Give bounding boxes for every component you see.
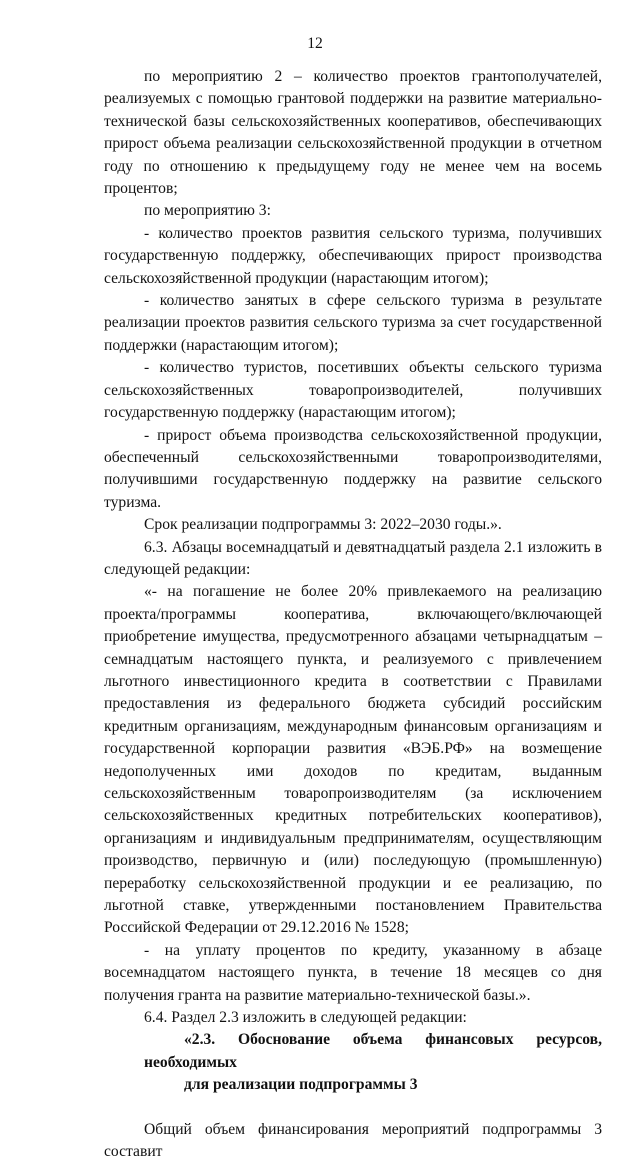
paragraph-tourism-projects: - количество проектов развития сельского туризма, получивших государственную поддержку, обеспечивающих прирост производства сельскохозяйственной продукции (нарастающим итогом); <box>104 224 602 287</box>
paragraph-interest-payment: - на уплату процентов по кредиту, указанному в абзаце восемнадцатом настоящего пункта, в течение 18 месяцев со дня получения гранта на развитие материально-технической базы.». <box>104 941 602 1004</box>
paragraph-implementation-period: Срок реализации подпрограммы 3: 2022–2030 годы.». <box>144 516 502 534</box>
paragraph-tourism-employment: - количество занятых в сфере сельского туризма в результате реализации проектов развития сельского туризма за счет государственной поддержки (нарастающим итогом); <box>104 292 602 354</box>
spacer <box>104 1097 602 1119</box>
paragraph-total-funding: Общий объем финансирования мероприятий подпрограммы 3 составит <box>104 1120 602 1161</box>
page-number: 12 <box>307 35 323 52</box>
paragraph-loan-repayment: «- на погашение не более 20% привлекаемого на реализацию проекта/программы кооператива, включающего/включающей приобретение имущества, предусмотренного абзацами четырнадцатым – семнадцатым настоящего пункта, и реализуемого с привлечением льготного инвестиционного кредита в соответствии с Правилами предоставления из федерального бюджета субсидий российским кредитным организациям, международным финансовым организациям и государственной корпорации развития «ВЭБ.РФ» на возмещение недополученных ими доходов по кредитам, выданным сельскохозяйственным товаропроизводителям (за исключением сельскохозяйственных кредитных потребительских кооперативов), организациям и индивидуальным предпринимателям, осуществляющим производство, первичную и (или) последующую (промышленную) переработку сельскохозяйственной продукции и ее реализацию, по льготной ставке, утвержденными постановлением Правительства Российской Федерации от 29.12.2016 № 1528; <box>104 583 602 937</box>
paragraph-measure-2: по мероприятию 2 – количество проектов грантополучателей, реализуемых с помощью грантовой поддержки на развитие материально-технической базы сельскохозяйственных кооперативов, обеспечивающих прирост объема реализации сельскохозяйственной продукции в отчетном году по отношению к предыдущему году не менее чем на восемь процентов; <box>104 68 602 198</box>
paragraph-amendment-6-4: 6.4. Раздел 2.3 изложить в следующей редакции: <box>144 1009 467 1027</box>
paragraph-production-growth: - прирост объема производства сельскохозяйственной продукции, обеспеченный сельскохозяйственными товаропроизводителями, получившими государственную поддержку на развитие сельского туризма. <box>104 426 602 511</box>
section-heading-line-2: для реализации подпрограммы 3 <box>184 1076 418 1094</box>
paragraph-measure-3-intro: по мероприятию 3: <box>144 202 271 220</box>
paragraph-tourists-count: - количество туристов, посетивших объекты сельского туризма сельскохозяйственных товаропроизводителей, получивших государственную поддержку (нарастающим итогом); <box>104 359 602 422</box>
paragraph-amendment-6-3: 6.3. Абзацы восемнадцатый и девятнадцатый раздела 2.1 изложить в следующей редакции: <box>104 538 602 578</box>
section-heading-line-1: «2.3. Обоснование объема финансовых ресурсов, необходимых <box>144 1031 602 1071</box>
document-body <box>104 66 602 1164</box>
